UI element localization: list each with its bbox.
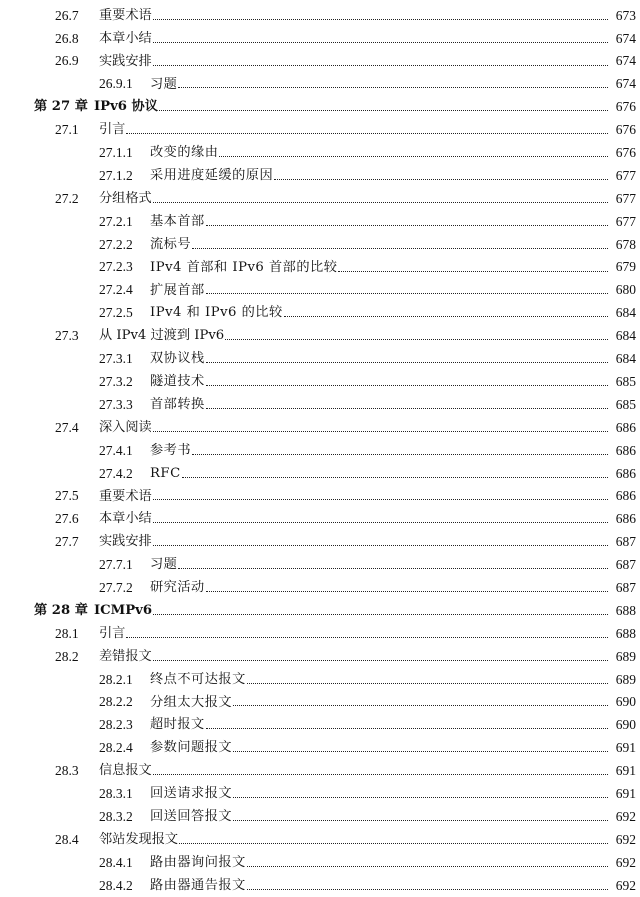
toc-entry-number: 第 27 章: [34, 99, 88, 115]
toc-subsection-row: [0, 164, 640, 187]
toc-subsection-row: [0, 874, 640, 897]
toc-entry-number: 27.2.2: [99, 236, 133, 252]
toc-page-number: 686: [608, 444, 636, 458]
toc-subsection-row: [0, 210, 640, 233]
toc-leader-dots: [153, 521, 612, 523]
toc-page-number: 674: [608, 77, 636, 91]
toc-entry-title: RFC: [150, 465, 181, 481]
toc-page-number: 674: [608, 32, 636, 46]
toc-entry-number: 28.2.4: [99, 740, 133, 756]
toc-entry-title: 分组格式: [99, 190, 152, 206]
toc-page-number: 691: [608, 787, 636, 801]
toc-entry-number: 27.1: [55, 122, 79, 138]
toc-entry-number: 27.5: [55, 488, 79, 504]
toc-leader-dots: [192, 247, 612, 249]
toc-page-number: 691: [608, 741, 636, 755]
toc-entry-number: 27.4.2: [99, 465, 133, 481]
toc-entry-number: 27.7: [55, 534, 79, 550]
toc-page-number: 687: [608, 558, 636, 572]
toc-entry-title: 实践安排: [99, 534, 152, 550]
toc-chapter-row: [0, 96, 640, 119]
toc-leader-dots: [206, 590, 612, 592]
toc-entry-number: 27.3.2: [99, 373, 133, 389]
toc-leader-dots: [153, 201, 612, 203]
toc-entry-title: 参考书: [150, 442, 192, 458]
toc-page-number: 688: [608, 604, 636, 618]
toc-section-row: [0, 485, 640, 508]
toc-entry-number: 27.2: [55, 190, 79, 206]
toc-leader-dots: [206, 292, 612, 294]
toc-subsection-row: [0, 73, 640, 96]
toc-entry-title: 引言: [99, 122, 126, 138]
toc-subsection-row: [0, 691, 640, 714]
toc-entry-number: 28.3.1: [99, 785, 133, 801]
toc-page-number: 691: [608, 764, 636, 778]
toc-entry-number: 28.2.1: [99, 671, 133, 687]
toc-leader-dots: [206, 361, 612, 363]
toc-entry-title: 本章小结: [99, 30, 152, 46]
toc-leader-dots: [178, 86, 612, 88]
toc-page-number: 677: [608, 215, 636, 229]
toc-page-number: 690: [608, 695, 636, 709]
toc-entry-title: ICMPv6: [94, 602, 153, 618]
toc-entry-title: 参数问题报文: [150, 740, 233, 756]
toc-page-number: 680: [608, 283, 636, 297]
toc-leader-dots: [233, 704, 612, 706]
toc-leader-dots: [153, 64, 612, 66]
toc-leader-dots: [233, 819, 612, 821]
toc-page-number: 687: [608, 535, 636, 549]
toc-leader-dots: [247, 865, 612, 867]
toc-entry-title: 回送请求报文: [150, 786, 233, 802]
toc-entry-number: 26.8: [55, 30, 79, 46]
toc-leader-dots: [233, 750, 612, 752]
toc-section-row: [0, 645, 640, 668]
toc-entry-number: 27.7.2: [99, 579, 133, 595]
toc-entry-title: 超时报文: [150, 717, 205, 733]
toc-leader-dots: [153, 773, 612, 775]
toc-entry-title: 本章小结: [99, 511, 152, 527]
toc-page-number: 685: [608, 375, 636, 389]
toc-leader-dots: [219, 155, 612, 157]
toc-entry-title: 流标号: [150, 236, 192, 252]
toc-page-number: 686: [608, 467, 636, 481]
toc-leader-dots: [206, 407, 612, 409]
toc-entry-number: 27.7.1: [99, 557, 133, 573]
toc-subsection-row: [0, 553, 640, 576]
toc-entry-title: 改变的缘由: [150, 145, 219, 161]
toc-entry-number: 28.2: [55, 648, 79, 664]
toc-leader-dots: [206, 224, 612, 226]
toc-entry-title: 分组太大报文: [150, 694, 233, 710]
toc-entry-number: 27.6: [55, 511, 79, 527]
toc-entry-number: 28.1: [55, 625, 79, 641]
toc-page-number: 684: [608, 306, 636, 320]
toc-page-number: 686: [608, 421, 636, 435]
toc-page-number: 684: [608, 329, 636, 343]
toc-section-row: [0, 530, 640, 553]
toc-entry-title: IPv4 首部和 IPv6 首部的比较: [150, 259, 338, 275]
toc-section-row: [0, 50, 640, 73]
toc-entry-title: 回送回答报文: [150, 809, 233, 824]
toc-page-number: 674: [608, 54, 636, 68]
toc-leader-dots: [153, 18, 612, 20]
toc-page-number: 684: [608, 352, 636, 366]
toc-page-number: 688: [608, 627, 636, 641]
toc-leader-dots: [153, 613, 612, 615]
toc-page-number: 676: [608, 146, 636, 160]
toc-entry-number: 28.3.2: [99, 808, 133, 824]
toc-entry-number: 27.2.4: [99, 282, 133, 298]
toc-entry-number: 27.4: [55, 419, 79, 435]
toc-leader-dots: [206, 384, 612, 386]
toc-page-number: 686: [608, 489, 636, 503]
toc-leader-dots: [247, 682, 612, 684]
toc-entry-title: IPv6 协议: [94, 99, 158, 115]
toc-entry-number: 26.9.1: [99, 76, 133, 92]
toc-entry-number: 28.2.2: [99, 694, 133, 710]
toc-page-number: 687: [608, 581, 636, 595]
toc-entry-title: 扩展首部: [150, 282, 205, 298]
toc-entry-number: 28.4.1: [99, 854, 133, 870]
toc-entry-title: 差错报文: [99, 648, 152, 664]
toc-section-row: [0, 508, 640, 531]
toc-page-number: 692: [608, 856, 636, 870]
toc-entry-title: 首部转换: [150, 396, 205, 412]
toc-subsection-row: [0, 782, 640, 805]
toc-entry-title: 邻站发现报文: [99, 831, 179, 847]
toc-leader-dots: [126, 636, 612, 638]
toc-page-number: 692: [608, 879, 636, 893]
toc-page-number: 690: [608, 718, 636, 732]
toc-entry-title: 双协议栈: [150, 351, 205, 367]
toc-leader-dots: [179, 842, 612, 844]
toc-entry-number: 27.3.1: [99, 351, 133, 367]
toc-page-number: 679: [608, 260, 636, 274]
toc-leader-dots: [153, 498, 612, 500]
toc-subsection-row: [0, 393, 640, 416]
toc-leader-dots: [182, 476, 612, 478]
toc-leader-dots: [153, 430, 612, 432]
toc-entry-title: 采用进度延缓的原因: [150, 168, 274, 184]
toc-entry-title: 重要术语: [99, 488, 152, 504]
toc-section-row: [0, 187, 640, 210]
toc-leader-dots: [126, 132, 612, 134]
toc-subsection-row: [0, 805, 640, 828]
toc-section-row: [0, 27, 640, 50]
toc-leader-dots: [192, 453, 612, 455]
toc-entry-number: 28.3: [55, 763, 79, 779]
toc-page-number: 689: [608, 673, 636, 687]
toc-entry-title: IPv4 和 IPv6 的比较: [150, 305, 283, 321]
toc-section-row: [0, 622, 640, 645]
toc-section-row: [0, 416, 640, 439]
toc-entry-title: 习题: [150, 76, 178, 92]
toc-page-number: 677: [608, 192, 636, 206]
toc-entry-title: 实践安排: [99, 53, 152, 69]
toc-entry-number: 28.2.3: [99, 717, 133, 733]
toc-entry-title: 基本首部: [150, 213, 205, 229]
toc-entry-title: 重要术语: [99, 7, 152, 23]
toc-entry-number: 28.4.2: [99, 877, 133, 893]
toc-entry-title: 研究活动: [150, 580, 205, 596]
toc-subsection-row: [0, 737, 640, 760]
toc-subsection-row: [0, 279, 640, 302]
toc-leader-dots: [206, 727, 612, 729]
toc-page-number: 676: [608, 100, 636, 114]
toc-entry-number: 28.4: [55, 831, 79, 847]
toc-entry-title: 引言: [99, 625, 126, 641]
toc-page-number: 692: [608, 833, 636, 847]
toc-leader-dots: [274, 178, 612, 180]
toc-entry-number: 26.9: [55, 53, 79, 69]
toc-subsection-row: [0, 302, 640, 325]
toc-page-number: 673: [608, 9, 636, 23]
toc-page-number: 676: [608, 123, 636, 137]
toc-entry-title: 信息报文: [99, 763, 152, 779]
table-of-contents: [0, 4, 640, 897]
toc-subsection-row: [0, 851, 640, 874]
toc-subsection-row: [0, 668, 640, 691]
toc-leader-dots: [338, 270, 612, 272]
toc-subsection-row: [0, 462, 640, 485]
toc-subsection-row: [0, 141, 640, 164]
toc-leader-dots: [153, 544, 612, 546]
toc-entry-title: 路由器询问报文: [150, 854, 246, 870]
toc-entry-number: 27.3: [55, 328, 79, 344]
toc-subsection-row: [0, 576, 640, 599]
toc-subsection-row: [0, 370, 640, 393]
toc-subsection-row: [0, 714, 640, 737]
toc-leader-dots: [153, 41, 612, 43]
toc-leader-dots: [178, 567, 612, 569]
toc-entry-number: 27.3.3: [99, 396, 133, 412]
toc-page-number: 685: [608, 398, 636, 412]
toc-entry-number: 27.1.1: [99, 145, 133, 161]
toc-subsection-row: [0, 439, 640, 462]
toc-page-number: 692: [608, 810, 636, 824]
toc-subsection-row: [0, 347, 640, 370]
toc-leader-dots: [284, 315, 612, 317]
toc-entry-number: 27.2.1: [99, 213, 133, 229]
toc-entry-number: 27.2.5: [99, 305, 133, 321]
toc-page-number: 678: [608, 238, 636, 252]
toc-entry-title: 隧道技术: [150, 374, 205, 390]
toc-leader-dots: [225, 338, 612, 340]
toc-leader-dots: [247, 888, 612, 890]
toc-entry-title: 路由器通告报文: [150, 877, 246, 893]
toc-subsection-row: [0, 233, 640, 256]
toc-section-row: [0, 324, 640, 347]
toc-page-number: 689: [608, 650, 636, 664]
toc-subsection-row: [0, 256, 640, 279]
toc-leader-dots: [159, 109, 612, 111]
toc-entry-title: 从 IPv4 过渡到 IPv6: [99, 328, 225, 344]
toc-entry-number: 27.1.2: [99, 167, 133, 183]
toc-section-row: [0, 118, 640, 141]
toc-section-row: [0, 759, 640, 782]
toc-entry-title: 深入阅读: [99, 419, 152, 435]
toc-page-number: 686: [608, 512, 636, 526]
toc-section-row: [0, 4, 640, 27]
toc-entry-title: 终点不可达报文: [150, 671, 246, 687]
toc-entry-number: 27.2.3: [99, 259, 133, 275]
toc-entry-title: 习题: [150, 557, 178, 573]
toc-entry-number: 第 28 章: [34, 602, 88, 618]
toc-leader-dots: [153, 659, 612, 661]
toc-chapter-row: [0, 599, 640, 622]
toc-section-row: [0, 828, 640, 851]
toc-entry-number: 27.4.1: [99, 442, 133, 458]
toc-page-number: 677: [608, 169, 636, 183]
toc-leader-dots: [233, 796, 612, 798]
toc-entry-number: 26.7: [55, 7, 79, 23]
